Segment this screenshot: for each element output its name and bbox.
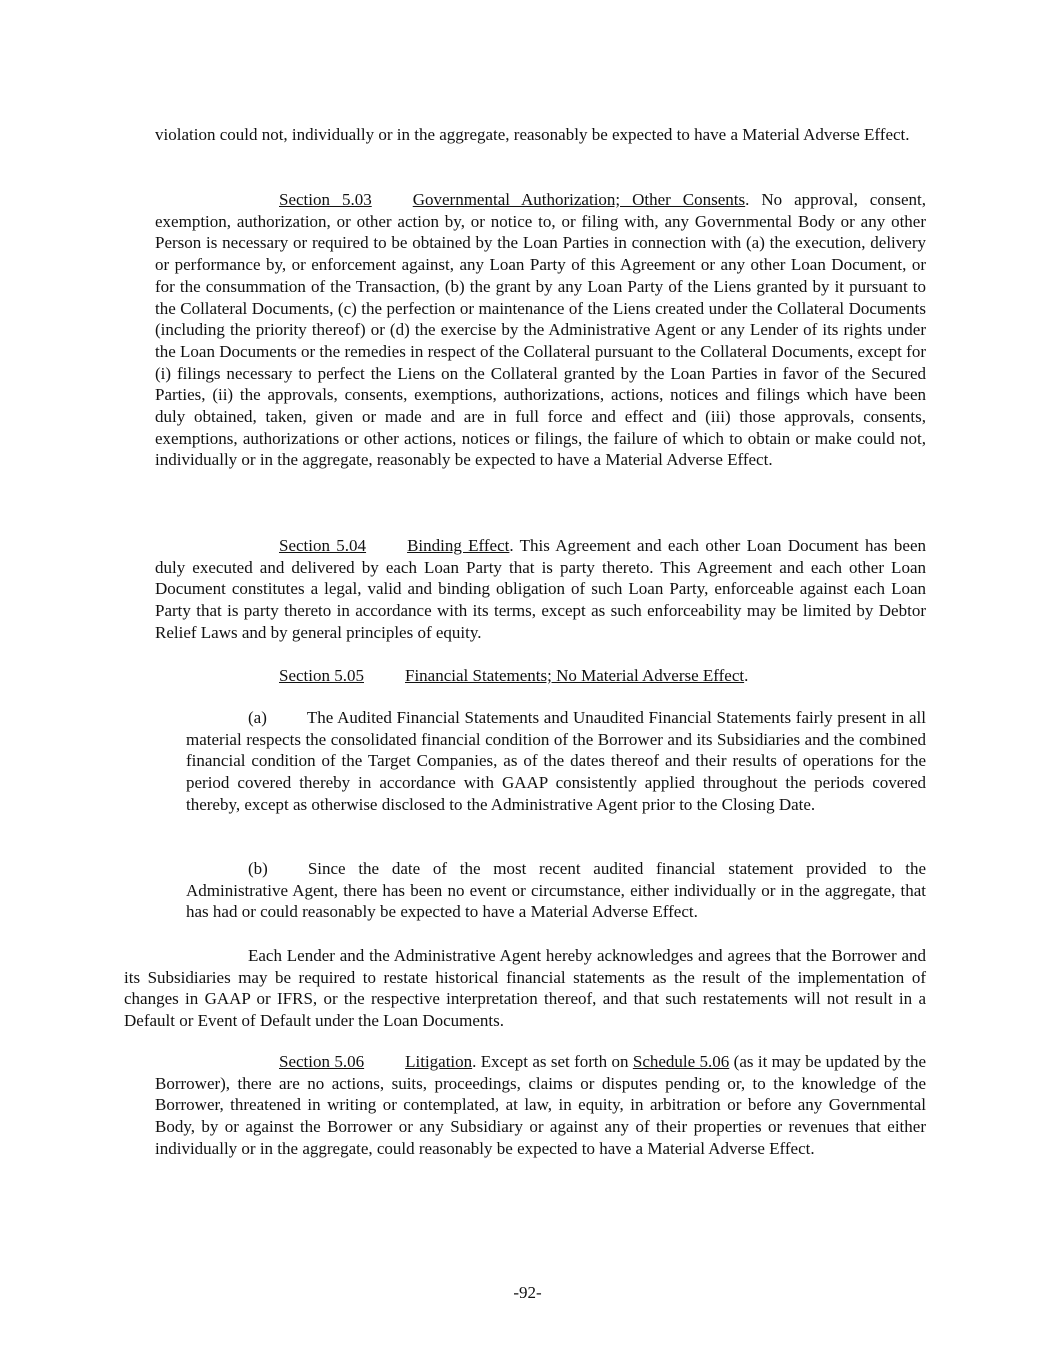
continuation-paragraph — [155, 124, 926, 146]
lender-acknowledgement-paragraph — [124, 945, 926, 1032]
section-5-04-body: . This Agreement and each other Loan Document has been duly executed and delivered by each Loan Party that is party thereto. This Agreement and each other Loan Document constitutes a legal, valid and binding obligation of such Loan Party, enforceable against each Loan Party that is party thereto in accordance with its terms, except as such enforceability may be limited by Debtor Relief Laws and by general principles of equity. — [155, 536, 927, 642]
section-5-04-paragraph — [155, 535, 926, 644]
section-5-03-number: Section 5.03 — [279, 190, 372, 209]
section-5-06-title: Litigation — [405, 1052, 473, 1071]
section-5-03-paragraph — [155, 189, 926, 471]
section-5-05-clause-a — [186, 707, 926, 816]
section-5-06-body-pre: . Except as set forth on — [472, 1052, 633, 1071]
section-5-06-number: Section 5.06 — [279, 1052, 365, 1071]
section-5-06-paragraph — [155, 1051, 926, 1160]
section-5-03-body: . No approval, consent, exemption, authorization, or other action by, or notice to, or filing with, any Governmental Body or any other Person is necessary or required to be obtained by the Loan Parties in connection with (a) the execution, delivery or performance by, or enforcement against, any Loan Party of this Agreement or any other Loan Document, or for the consummation of the Transaction, (b) the grant by any Loan Party of the Liens granted by it pursuant to the Collateral Documents, (c) the perfection or maintenance of the Liens created under the Collateral Documents (including the priority thereof) or (d) the exercise by the Administrative Agent or any Lender of its rights under the Loan Documents or the remedies in respect of the Collateral pursuant to the Collateral Documents, except for (i) filings necessary to perfect the Liens on the Collateral granted by the Loan Parties in favor of the Secured Parties, (ii) the approvals, consents, exemptions, authorizations, actions, notices and filings which have been duly obtained, taken, given or made and are in full force and effect and (iii) those approvals, consents, exemptions, authorizations or other actions, notices or filings, the failure of which to obtain or make could not, individually or in the aggregate, reasonably be expected to have a Material Adverse Effect. — [155, 190, 926, 470]
schedule-5-06-reference: Schedule 5.06 — [632, 1052, 730, 1071]
continuation-text: violation could not, individually or in the aggregate, reasonably be expected to have a Material Adverse Effect. — [155, 125, 910, 144]
clause-a-label: (a) — [248, 708, 267, 727]
page-number: -92- — [513, 1283, 542, 1302]
section-5-05-heading — [155, 665, 926, 687]
clause-a-body: The Audited Financial Statements and Unaudited Financial Statements fairly present in all material respects the consolidated financial condition of the Borrower and its Subsidiaries and the combined financial condition of the Target Companies, as of the dates thereof and their results of operations for the period covered thereby in accordance with GAAP consistently applied throughout the periods covered thereby, except as otherwise disclosed to the Administrative Agent prior to the Closing Date. — [186, 708, 926, 814]
section-5-04-title: Binding Effect — [407, 536, 510, 555]
section-5-05-clause-b — [186, 858, 926, 923]
section-5-04-number: Section 5.04 — [279, 536, 367, 555]
section-5-05-title: Financial Statements; No Material Adverse Effect — [405, 666, 745, 685]
section-5-05-number: Section 5.05 — [279, 666, 364, 685]
section-5-03-title: Governmental Authorization; Other Consents — [412, 190, 746, 209]
section-5-06-body-post: (as it may be updated by the Borrower), there are no actions, suits, proceedings, claims or disputes pending or, to the knowledge of the Borrower, threatened in writing or contemplated, at law, in equity, in arbitration or before any Governmental Body, by or against the Borrower or any Subsidiary or against any of their properties or revenues that either individually or in the aggregate, could reasonably be expected to have a Material Adverse Effect. — [155, 1052, 926, 1158]
lender-acknowledgement-text: Each Lender and the Administrative Agent hereby acknowledges and agrees that the Borrower and its Subsidiaries may be required to restate historical financial statements as the result of the implementation of changes in GAAP or IFRS, or the respective interpretation thereof, and that such restatements will not result in a Default or Event of Default under the Loan Documents. — [124, 946, 926, 1031]
section-5-05-title-end: . — [744, 666, 749, 685]
clause-b-body: Since the date of the most recent audited financial statement provided to the Administrative Agent, there has been no event or circumstance, either individually or in the aggregate, that has had or could reasonably be expected to have a Material Adverse Effect. — [186, 859, 926, 922]
clause-b-label: (b) — [248, 859, 268, 878]
